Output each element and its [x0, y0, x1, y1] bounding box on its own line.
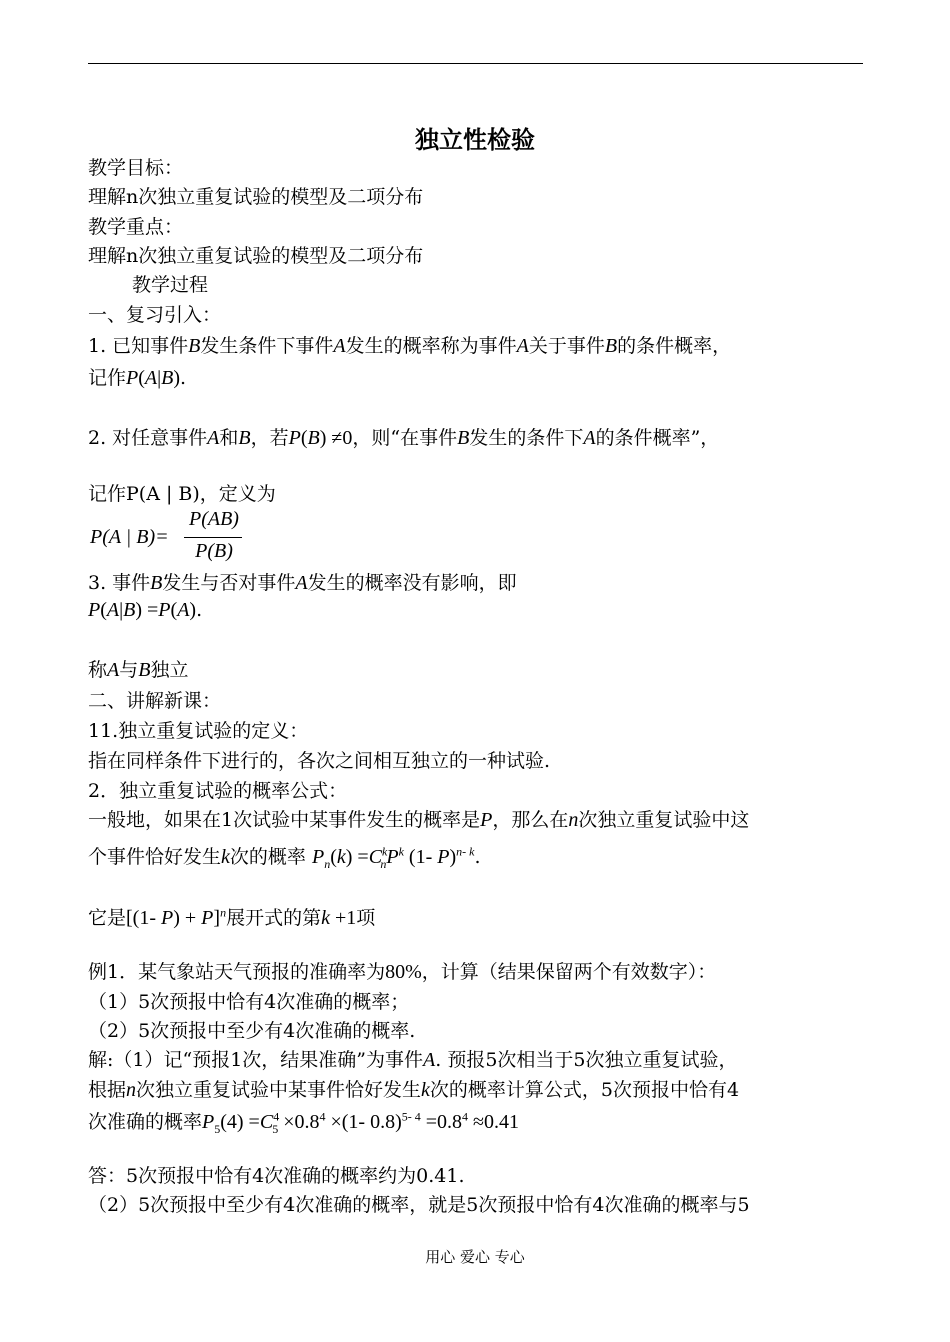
objectives-label: 教学目标：: [88, 157, 184, 179]
independence-statement: 称A与B独立: [88, 659, 189, 681]
binomial-expansion: 它是[(1- P) + P]$^n$展开式的第k +1项: [88, 905, 376, 929]
solution-line-3: 次准确的概率$P_5(4) =C^4_5 \times 0.8^4 \times(1-$ $0.8)^{5- 4} =0.8^4 \approx 0.41$: [88, 1109, 519, 1136]
page-footer: 用心 爱心 专心: [425, 1248, 525, 1266]
answer-1: 答：5次预报中恰有4次准确的概率约为0.41.: [88, 1165, 465, 1187]
solution-part-2: （2）5次预报中至少有4次准确的概率，就是5次预报中恰有4次准确的概率与5: [88, 1194, 750, 1216]
key-points-text: 理解n次独立重复试验的模型及二项分布: [88, 245, 424, 267]
formula-text-1: 一般地，如果在1次试验中某事件发生的概率是P，那么在n次独立重复试验中这: [88, 809, 750, 831]
formula-text-2: 个事件恰好发生k次的概率 $P_n(k) =C^k_nP^k$ (1- P)$^{n- k}$.: [88, 844, 481, 871]
example-1-question-1: （1）5次预报中恰有4次准确的概率；: [88, 991, 410, 1013]
review-item-3: 3. 事件B发生与否对事件A发生的概率没有影响，即: [88, 572, 517, 594]
review-item-1: 1. 已知事件B发生条件下事件A发生的概率称为事件A关于事件B的条件概率，: [88, 335, 732, 357]
review-item-2-notation: 记作P(A | B)，定义为: [88, 483, 276, 505]
objectives-text: 理解n次独立重复试验的模型及二项分布: [88, 186, 424, 208]
review-item-1-notation: 记作P(A|B).: [88, 367, 187, 389]
formula-title: 2．独立重复试验的概率公式：: [88, 780, 348, 802]
section-review: 一、复习引入：: [88, 304, 222, 326]
solution-line-2: 根据n次独立重复试验中某事件恰好发生k次的概率计算公式，5次预报中恰有4: [88, 1079, 740, 1101]
independence-formula: P(A|B) =P(A).: [88, 599, 203, 621]
definition-text: 指在同样条件下进行的，各次之间相互独立的一种试验.: [88, 750, 551, 772]
example-1-question-2: （2）5次预报中至少有4次准确的概率.: [88, 1020, 416, 1042]
key-points-label: 教学重点：: [88, 216, 184, 238]
section-new-lesson: 二、讲解新课：: [88, 690, 222, 712]
solution-line-1: 解:（1）记“预报1次，结果准确”为事件A. 预报5次相当于5次独立重复试验，: [88, 1049, 738, 1071]
definition-title: 11.独立重复试验的定义：: [88, 720, 309, 742]
header-rule: [88, 63, 863, 64]
page-title: 独立性检验: [415, 126, 535, 154]
review-item-2: 2. 对任意事件A和B，若P(B) ≠0，则“在事件B发生的条件下A的条件概率”，: [88, 427, 720, 449]
process-label: 教学过程: [132, 274, 209, 296]
example-1-intro: 例1．某气象站天气预报的准确率为80%，计算（结果保留两个有效数字）：: [88, 961, 717, 983]
